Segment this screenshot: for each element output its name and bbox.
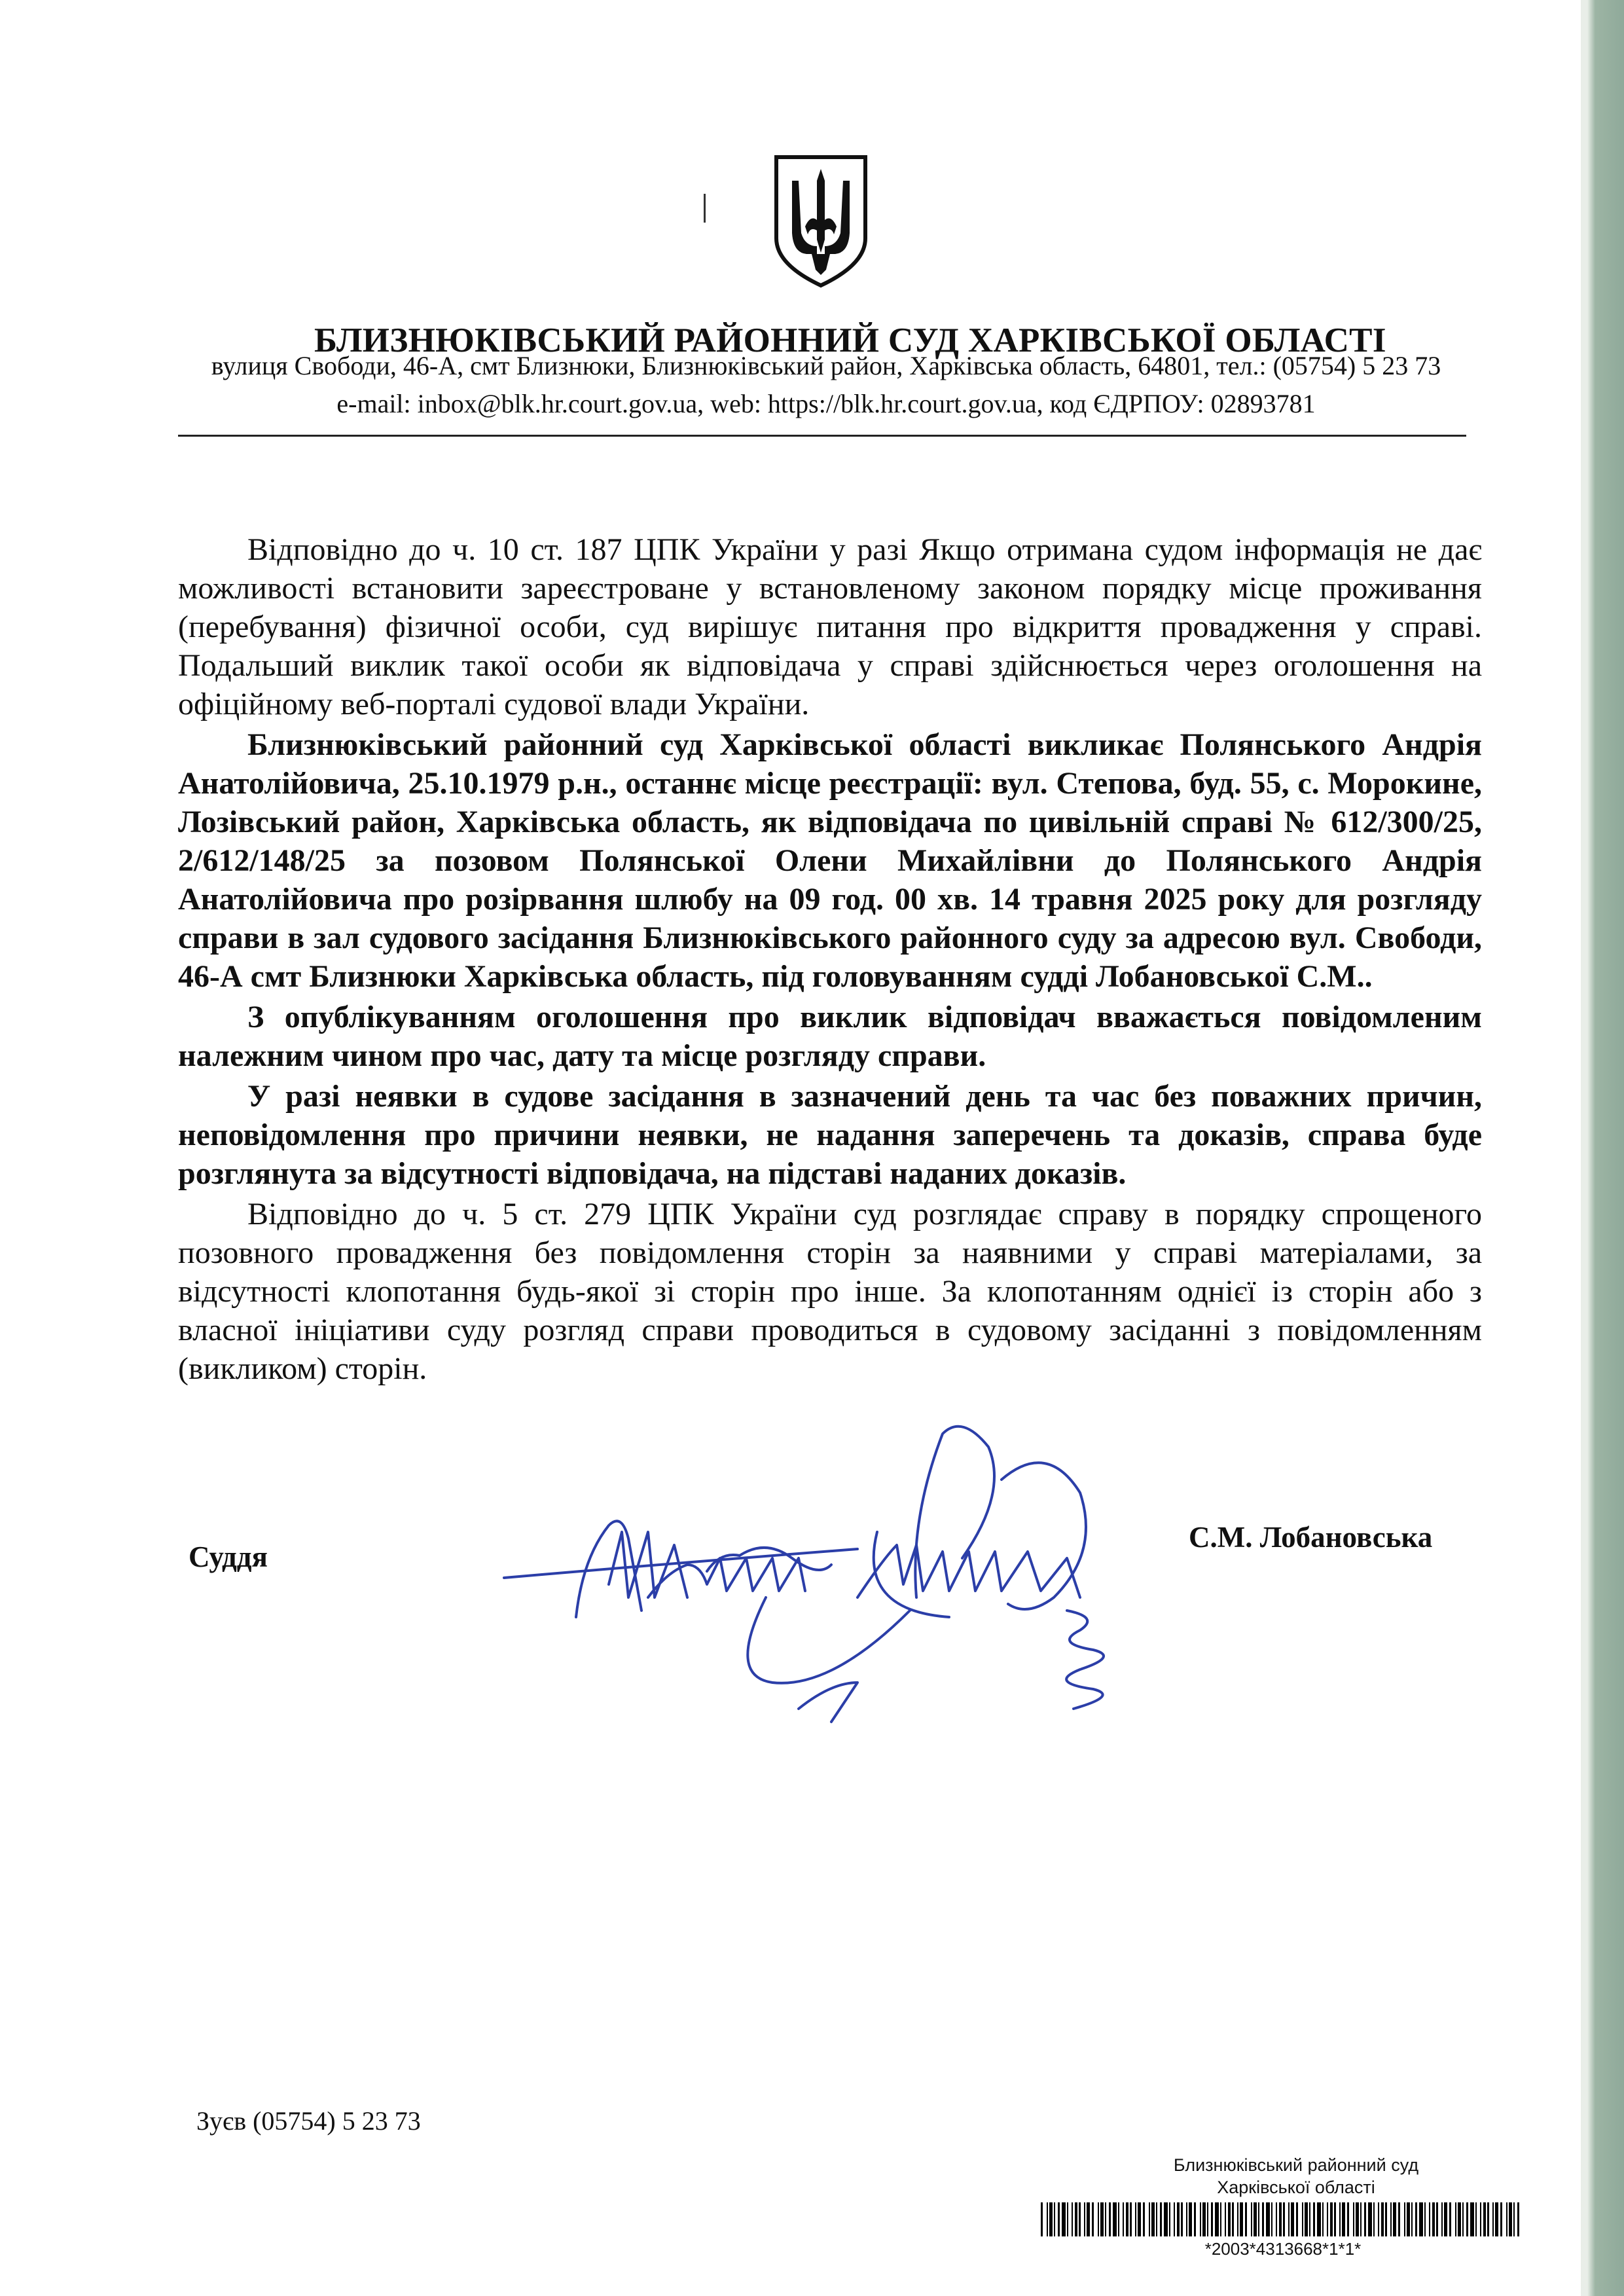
barcode-bar (1390, 2202, 1392, 2236)
address-line: вулиця Свободи, 46-А, смт Близнюки, Близнюківський район, Харківська область, 64801, тел.: (05754) 5 23 73 (211, 351, 1441, 380)
barcode-bar (1262, 2202, 1264, 2236)
paragraph-notice: З опублікуванням оголошення про виклик відповідач вважається повідомленим належним чином про час, дату та місце розгляду справи. (178, 1000, 1482, 1073)
barcode-bar (1429, 2202, 1430, 2236)
barcode-bar (1347, 2202, 1349, 2236)
barcode-bar (1215, 2202, 1219, 2236)
paragraph-summons: Близнюківський районний суд Харківської області викликає Полянського Андрія Анатолійовича, 25.10.1979 р.н., останнє місце реєстрації: вул. Степова, буд. 55, с. Морокине, Лозівський район, Харківська область, як відповідача по цивільній справі № 612/300/25, 2/612/148/25 за позовом Полянської Олени Михайлівни до Полянського Андрія Анатолійовича про розірвання шлюбу на 09 год. 00 хв. 14 травня 2025 року для розгляду справи в зал судового засідання Близнюківського районного суду за адресою вул. Свободи, 46-А смт Близнюки Харківська область, під головуванням судді Лобановської С.М.. (178, 727, 1482, 994)
barcode-bar (1251, 2202, 1252, 2236)
barcode-bar (1113, 2202, 1117, 2236)
barcode-bar (1084, 2202, 1085, 2236)
barcode-bar (1271, 2202, 1272, 2236)
barcode-bar (1240, 2202, 1243, 2236)
document-body (178, 530, 1482, 1390)
barcode-bar (1130, 2202, 1132, 2236)
barcode-bar (1404, 2202, 1405, 2236)
barcode-bar (1356, 2202, 1359, 2236)
barcode-bar (1342, 2202, 1345, 2236)
barcode-bar (1245, 2202, 1247, 2236)
barcode-bar (1169, 2202, 1170, 2236)
barcode-bar (1105, 2202, 1106, 2236)
barcode-bar (1480, 2202, 1481, 2236)
barcode-bar (1194, 2202, 1196, 2236)
barcode-bar (1160, 2202, 1162, 2236)
barcode-bar (1109, 2202, 1111, 2236)
barcode-bar (1237, 2202, 1238, 2236)
barcode-bar (1181, 2202, 1183, 2236)
barcode-bar (1398, 2202, 1400, 2236)
header-divider (178, 435, 1466, 437)
barcode-bar (1151, 2202, 1155, 2236)
barcode-bar (1368, 2202, 1372, 2236)
barcode-bar (1470, 2202, 1474, 2236)
barcode-bar (1276, 2202, 1277, 2236)
barcode-bar (1228, 2202, 1231, 2236)
barcode-bar (1407, 2202, 1410, 2236)
barcode-bar (1211, 2202, 1213, 2236)
barcode-bar (1317, 2202, 1321, 2236)
barcode-bar (1432, 2202, 1435, 2236)
barcode-bar (1305, 2202, 1308, 2236)
barcode-bar (1174, 2202, 1175, 2236)
margin-mark (704, 194, 706, 223)
barcode-bar (1339, 2202, 1341, 2236)
barcode-bar (1177, 2202, 1180, 2236)
barcode-bar (1500, 2202, 1502, 2236)
barcode-bar (1079, 2202, 1081, 2236)
barcode-bar (1322, 2202, 1324, 2236)
barcode-bar (1062, 2202, 1066, 2236)
barcode-bar (1487, 2202, 1489, 2236)
barcode-bar (1189, 2202, 1192, 2236)
court-name: БЛИЗНЮКІВСЬКИЙ РАЙОННИЙ СУД ХАРКІВСЬКОЇ ОБЛАСТІ (314, 321, 1386, 359)
barcode-bar (1393, 2202, 1396, 2236)
barcode-bar (1378, 2202, 1379, 2236)
barcode-bar (1202, 2202, 1206, 2236)
barcode-bar (1419, 2202, 1423, 2236)
barcode-bar (1483, 2202, 1486, 2236)
barcode-bar (1143, 2202, 1145, 2236)
barcode-bar (1411, 2202, 1413, 2236)
barcode-bar (1296, 2202, 1298, 2236)
barcode-bar (1220, 2202, 1221, 2236)
barcode-bar (1288, 2202, 1290, 2236)
barcode-bar (1436, 2202, 1438, 2236)
executor-contact: Зуєв (05754) 5 23 73 (196, 2106, 421, 2136)
registry-stamp-line1: Близнюківський районний суд (1173, 2155, 1419, 2175)
barcode-bar (1385, 2202, 1387, 2236)
barcode-bar (1258, 2202, 1259, 2236)
barcode-bar (1373, 2202, 1375, 2236)
barcode-bar (1138, 2202, 1141, 2236)
barcode-bar (1126, 2202, 1128, 2236)
barcode-bar (1067, 2202, 1068, 2236)
handwritten-signature (491, 1401, 1185, 1768)
barcode-bar (1466, 2202, 1468, 2236)
barcode-bar (1462, 2202, 1464, 2236)
barcode-bar (1455, 2202, 1456, 2236)
barcode-bar (1123, 2202, 1124, 2236)
signer-role: Суддя (189, 1540, 268, 1573)
barcode-bar (1100, 2202, 1104, 2236)
barcode-bar (1049, 2202, 1053, 2236)
barcode-bar (1047, 2202, 1048, 2236)
barcode-bar (1415, 2202, 1417, 2236)
barcode-bar (1207, 2202, 1208, 2236)
barcode-bar (1381, 2202, 1384, 2236)
barcode-bar (1353, 2202, 1354, 2236)
barcode-bar (1098, 2202, 1099, 2236)
coat-of-arms-icon (772, 155, 869, 288)
barcode-bar (1164, 2202, 1168, 2236)
barcode-bar (1495, 2202, 1498, 2236)
barcode-bar (1186, 2202, 1187, 2236)
barcode-bar (1330, 2202, 1333, 2236)
barcode-bar (1364, 2202, 1366, 2236)
barcode-bar (1517, 2202, 1519, 2236)
paragraph-legal-basis: Відповідно до ч. 10 ст. 187 ЦПК України у разі Якщо отримана судом інформація не дає можливості встановити зареєстроване у встановленому законом порядку місце проживання (перебування) фізичної особи, суд вирішує питання про відкриття провадження у справі. Подальший виклик такої особи як відповідача у справі здійснюється через оголошення на офіційному веб-порталі судової влади України. (178, 532, 1482, 721)
barcode-bar (1041, 2202, 1043, 2236)
barcode-bar (1506, 2202, 1507, 2236)
page-edge (1581, 0, 1624, 2296)
barcode-bar (1424, 2202, 1426, 2236)
registry-stamp-line2: Харківської області (1217, 2178, 1375, 2197)
barcode-bar (1075, 2202, 1077, 2236)
barcode (1039, 2202, 1524, 2236)
barcode-bar (1092, 2202, 1094, 2236)
barcode-bar (1334, 2202, 1336, 2236)
barcode-bar (1254, 2202, 1257, 2236)
barcode-bar (1327, 2202, 1328, 2236)
barcode-bar (1283, 2202, 1285, 2236)
barcode-bar (1475, 2202, 1477, 2236)
paragraph-absence: У разі неявки в судове засідання в зазначений день та час без поважних причин, неповідомлення про причини неявки, не надання заперечень та доказів, справа буде розглянута за відсутності відповідача, на підставі наданих доказів. (178, 1079, 1482, 1191)
barcode-bar (1058, 2202, 1060, 2236)
barcode-bar (1266, 2202, 1270, 2236)
barcode-bar (1509, 2202, 1512, 2236)
barcode-bar (1360, 2202, 1362, 2236)
barcode-bar (1313, 2202, 1315, 2236)
barcode-bar (1072, 2202, 1073, 2236)
barcode-bar (1135, 2202, 1136, 2236)
barcode-bar (1492, 2202, 1494, 2236)
barcode-bar (1302, 2202, 1303, 2236)
barcode-bar (1087, 2202, 1090, 2236)
barcode-bar (1225, 2202, 1226, 2236)
paragraph-procedure: Відповідно до ч. 5 ст. 279 ЦПК України суд розглядає справу в порядку спрощеного позовного провадження без повідомлення сторін за наявними у справі матеріалами, за відсутності клопотання будь-якої зі сторін про інше. За клопотанням однієї із сторін або з власної ініціативи суду розгляд справи проводиться в судовому засіданні з повідомленням (викликом) сторін. (178, 1197, 1482, 1386)
barcode-bar (1054, 2202, 1055, 2236)
signer-name: С.М. Лобановська (1189, 1521, 1433, 1554)
barcode-bar (1291, 2202, 1294, 2236)
barcode-bar (1149, 2202, 1150, 2236)
barcode-bar (1232, 2202, 1234, 2236)
barcode-number: *2003*4313668*1*1* (1204, 2239, 1362, 2259)
barcode-bar (1309, 2202, 1310, 2236)
barcode-bar (1156, 2202, 1157, 2236)
barcode-bar (1279, 2202, 1282, 2236)
court-contacts (178, 347, 1474, 423)
barcode-bar (1441, 2202, 1443, 2236)
contacts-line: e-mail: inbox@blk.hr.court.gov.ua, web: https://blk.hr.court.gov.ua, код ЄДРПОУ: 02893781 (336, 389, 1316, 418)
barcode-bar (1513, 2202, 1515, 2236)
barcode-bar (1118, 2202, 1119, 2236)
barcode-bar (1444, 2202, 1447, 2236)
barcode-bar (1458, 2202, 1461, 2236)
barcode-bar (1449, 2202, 1451, 2236)
barcode-bar (1200, 2202, 1201, 2236)
